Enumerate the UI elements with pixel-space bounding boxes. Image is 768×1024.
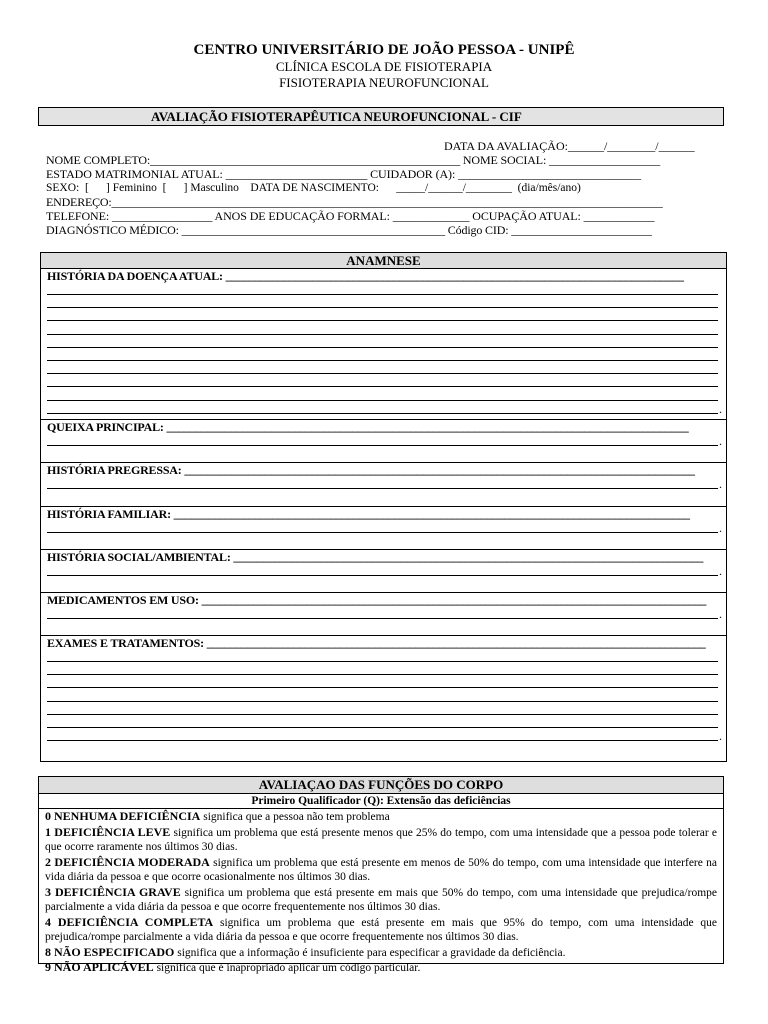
institution-title: CENTRO UNIVERSITÁRIO DE JOÃO PESSOA - UNIPÊ [193, 42, 575, 58]
qualifier-code: 1 DEFICIÊNCIA LEVE [45, 824, 171, 839]
write-in-line[interactable] [47, 727, 718, 728]
write-in-line[interactable] [47, 400, 718, 401]
write-in-line[interactable] [47, 445, 718, 446]
line-end-mark: . [719, 564, 722, 578]
anamnese-field-label[interactable]: HISTÓRIA PREGRESSA: ________________________________________________________________________________________ [47, 463, 695, 477]
anamnese-section [40, 252, 727, 762]
line-end-mark: . [719, 521, 722, 535]
line-end-mark: . [719, 434, 722, 448]
write-in-line[interactable] [47, 575, 718, 576]
qualifier-description: significa que a informação é insuficiente para especificar a gravidade da deficiência. [174, 946, 566, 959]
write-in-line[interactable] [47, 373, 718, 374]
qualifier-item [45, 809, 717, 825]
anamnese-block [41, 592, 726, 635]
anamnese-field-label[interactable]: QUEIXA PRINCIPAL: __________________________________________________________________________________________ [47, 420, 689, 434]
evaluation-date-field[interactable]: DATA DA AVALIAÇÃO:______/________/______ [444, 139, 695, 153]
anamnese-field-label[interactable]: MEDICAMENTOS EM USO: _______________________________________________________________________________________ [47, 593, 707, 607]
anamnese-field-label[interactable]: HISTÓRIA SOCIAL/AMBIENTAL: _________________________________________________________________________________ [47, 550, 704, 564]
write-in-line[interactable] [47, 740, 718, 741]
qualifier-item [45, 855, 717, 885]
qualifier-code: 9 NÃO APLICÁVEL [45, 960, 154, 974]
write-in-line[interactable] [47, 360, 718, 361]
marital-status-field[interactable]: ESTADO MATRIMONIAL ATUAL: ________________________ CUIDADOR (A): _______________________________ [46, 167, 641, 181]
qualifier-description: significa que a pessoa não tem problema [200, 811, 390, 823]
line-end-mark: . [719, 477, 722, 491]
qualifier-description: significa um problema que está presente em mais que 95% do tempo, com uma intensidade que prejudica/rompe parcialmente a vida diária da pessoa e que ocorre frequentemente nos últimos 30 dias. [45, 916, 717, 943]
anamnese-field-label[interactable]: HISTÓRIA FAMILIAR: _________________________________________________________________________________________ [47, 507, 690, 521]
qualifier-code: 0 NENHUMA DEFICIÊNCIA [45, 809, 201, 823]
qualifier-description: significa que é inapropriado aplicar um código particular. [153, 962, 421, 974]
qualifier-item [45, 885, 717, 915]
write-in-line[interactable] [47, 488, 718, 489]
line-end-mark: . [719, 401, 722, 416]
full-name-field[interactable]: NOME COMPLETO:_____________________________________________________ NOME SOCIAL: ___________________ [46, 153, 661, 167]
write-in-line[interactable] [47, 347, 718, 348]
anamnese-block [41, 506, 726, 549]
line-end-mark: . [719, 729, 722, 744]
qualifier-item [45, 915, 717, 945]
line-end-mark: . [719, 607, 722, 621]
write-in-line[interactable] [47, 532, 718, 533]
body-functions-heading: AVALIAÇAO DAS FUNÇÕES DO CORPO [39, 777, 723, 794]
write-in-line[interactable] [47, 661, 718, 662]
qualifier-code: 8 NÃO ESPECIFICADO [45, 944, 175, 959]
qualifier-item [45, 825, 717, 855]
qualifier-code: 3 DEFICIÊNCIA GRAVE [45, 884, 181, 899]
clinic-subtitle: CLÍNICA ESCOLA DE FISIOTERAPIA [275, 59, 493, 74]
write-in-line[interactable] [47, 714, 718, 715]
write-in-line[interactable] [47, 413, 718, 414]
qualifier-description: significa um problema que está presente em mais que 50% do tempo, com uma intensidade que prejudica/rompe parcialmente a vida diária da pessoa e que ocorre frequentemente nos últimos 30 dias. [45, 886, 717, 913]
write-in-line[interactable] [47, 701, 718, 702]
qualifier-description: significa um problema que está presente menos que 25% do tempo, com uma intensidade que a pessoa pode tolerar e que ocorre raramente nos últimos 30 dias. [45, 826, 718, 853]
anamnese-field-label[interactable]: EXAMES E TRATAMENTOS: ______________________________________________________________________________________ [47, 636, 706, 650]
anamnese-field-label[interactable]: HISTÓRIA DA DOENÇA ATUAL: _______________________________________________________________________________ [47, 269, 684, 283]
anamnese-block [41, 419, 726, 462]
write-in-line[interactable] [47, 687, 718, 688]
qualifier-item [45, 945, 717, 961]
write-in-line[interactable] [47, 320, 718, 321]
address-field[interactable]: ENDEREÇO:_______________________________________________________________________________________________ [46, 195, 663, 209]
write-in-line[interactable] [47, 386, 718, 387]
medical-diagnosis-field[interactable]: DIAGNÓSTICO MÉDICO: _____________________________________________ Código CID: ________________________ [46, 223, 652, 237]
write-in-line[interactable] [47, 674, 718, 675]
write-in-line[interactable] [47, 618, 718, 619]
qualifier-code: 2 DEFICIÊNCIA MODERADA [45, 854, 210, 869]
qualifier-list [39, 809, 723, 976]
qualifier-code: 4 DEFICIÊNCIA COMPLETA [45, 914, 214, 929]
first-qualifier-heading: Primeiro Qualificador (Q): Extensão das deficiências [39, 794, 723, 809]
anamnese-heading: ANAMNESE [41, 253, 726, 269]
form-title: AVALIAÇÃO FISIOTERAPÊUTICA NEUROFUNCIONAL - CIF [38, 107, 724, 126]
qualifier-description: significa um problema que está presente em menos de 50% do tempo, com uma intensidade que interfere na vida diária da pessoa e que ocorre ocasionalmente nos últimos 30 dias. [45, 856, 717, 883]
anamnese-block [41, 635, 726, 763]
sex-birthdate-field[interactable]: SEXO: [ ] Feminino [ ] Masculino DATA DE NASCIMENTO: _____/______/________ (dia/mês/ano) [46, 182, 581, 194]
body-functions-section [38, 776, 724, 974]
write-in-line[interactable] [47, 307, 718, 308]
anamnese-block [41, 462, 726, 506]
anamnese-block [41, 549, 726, 592]
phone-education-occupation-field[interactable]: TELEFONE: _________________ ANOS DE EDUCAÇÃO FORMAL: _____________ OCUPAÇÃO ATUAL: ____________ [46, 209, 655, 223]
anamnese-block [41, 269, 726, 419]
write-in-line[interactable] [47, 334, 718, 335]
write-in-line[interactable] [47, 294, 718, 295]
department-subtitle: FISIOTERAPIA NEUROFUNCIONAL [279, 75, 489, 90]
qualifier-item [45, 960, 717, 976]
